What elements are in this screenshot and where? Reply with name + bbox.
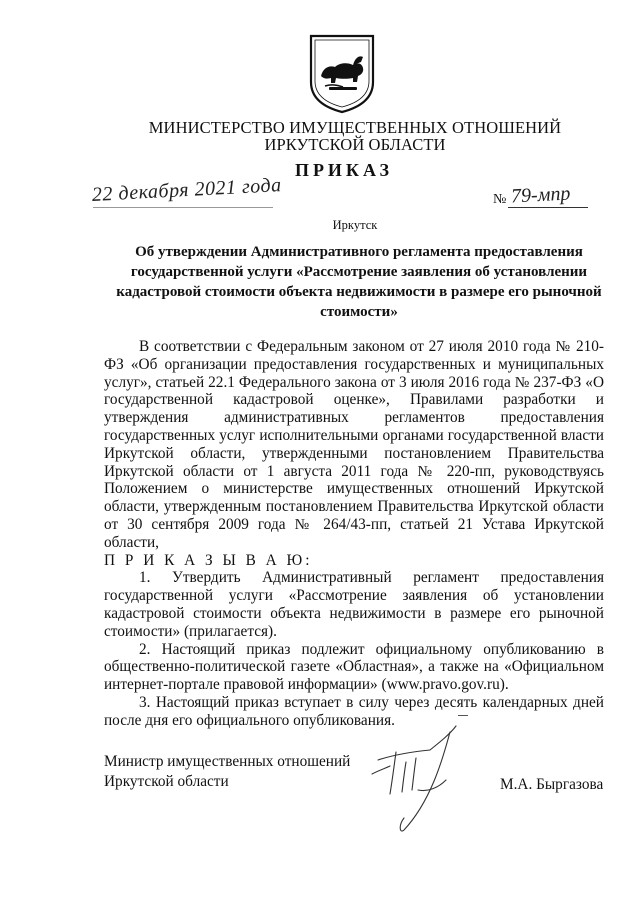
signatory-position bbox=[104, 752, 350, 792]
signatory-name: М.А. Быргазова bbox=[500, 776, 604, 793]
preamble-paragraph: В соответствии с Федеральным законом от 27 июля 2010 года № 210-ФЗ «Об организации предоставления государственных и муниципальных услуг», статьей 22.1 Федерального закона от 3 июля 2016 года № 237-ФЗ «О государственной кадастровой оценке», Правилами разработки и утверждения административных регламентов предоставления государственных услуг исполнительными органами государственной власти Иркутской области, утвержденными постановлением Правительства Иркутской области от 1 августа 2011 года № 220-пп, руководствуясь Положением о министерстве имущественных отношений Иркутской области, утвержденным постановлением Правительства Иркутской области от 30 сентября 2009 года № 264/43-пп, статьей 21 Устава Иркутской области, bbox=[104, 338, 604, 551]
order-item-2: 2. Настоящий приказ подлежит официальному опубликованию в общественно-политической газете «Областная», а также на «Официальном интернет-портале правовой информации» (www.pravo.gov.ru). bbox=[104, 640, 604, 694]
number-underline bbox=[508, 207, 588, 208]
order-date-handwritten: 22 декабря 2021 года bbox=[91, 174, 283, 206]
order-item-1: 1. Утвердить Административный регламент предоставления государственной услуги «Рассмотрение заявления об установлении кадастровой стоимости объекта недвижимости в размере его рыночной стоимости» (прилагается). bbox=[104, 569, 604, 640]
ministry-region: ИРКУТСКОЙ ОБЛАСТИ bbox=[264, 135, 446, 154]
signatory-position-line1: Министр имущественных отношений bbox=[104, 753, 351, 770]
ministry-name: МИНИСТЕРСТВО ИМУЩЕСТВЕННЫХ ОТНОШЕНИЙ bbox=[148, 118, 562, 137]
handwritten-signature bbox=[370, 722, 500, 842]
order-number-label: № bbox=[493, 192, 507, 207]
date-underline bbox=[93, 207, 273, 208]
order-word-heading: П Р И К А З Ы В А Ю: bbox=[104, 551, 313, 569]
coat-of-arms-emblem bbox=[307, 32, 377, 114]
order-subject-heading: Об утверждении Административного регламента предоставления государственной услуги «Рассмотрение заявления об установлении кадастровой стоимости объекта недвижимости в размере его рыночной стоимости» bbox=[116, 244, 602, 320]
document-type-title: ПРИКАЗ bbox=[294, 160, 394, 180]
signatory-position-line2: Иркутской области bbox=[104, 773, 229, 790]
order-body bbox=[104, 338, 604, 730]
order-number-handwritten: 79-мпр bbox=[510, 182, 571, 208]
order-item-3: 3. Настоящий приказ вступает в силу через десять календарных дней после дня его официального опубликования. bbox=[104, 693, 604, 729]
city-name: Иркутск bbox=[332, 218, 378, 232]
dash-mark bbox=[458, 715, 468, 716]
